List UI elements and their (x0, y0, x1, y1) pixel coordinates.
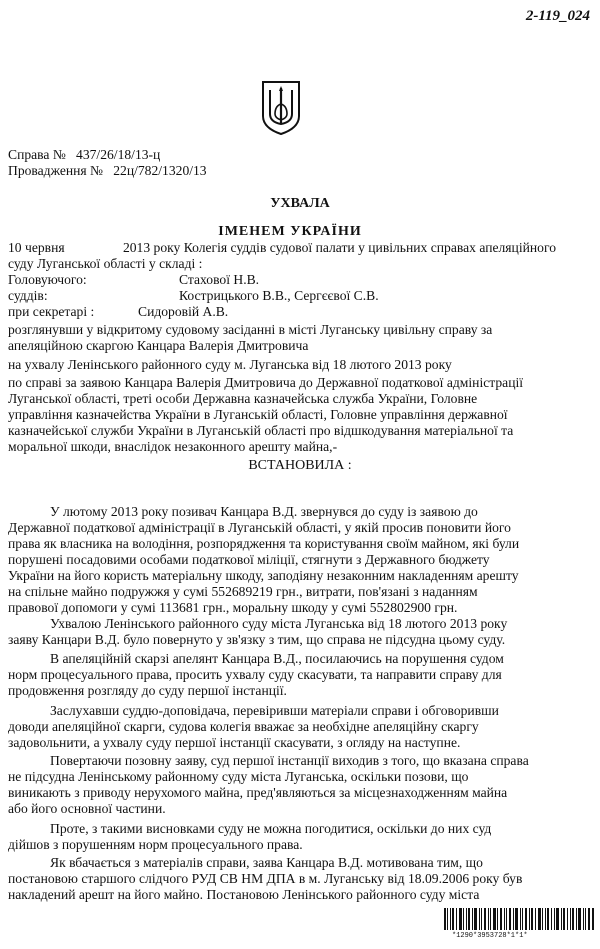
chair-value: Стахової Н.В. (179, 272, 260, 287)
secretary-value: Сидоровій А.В. (138, 304, 229, 319)
body-line: У лютому 2013 року позивач Канцара В.Д. звернувся до суду із заявою до (50, 504, 478, 519)
body-line: доводи апеляційної скарги, судова колегія вважає за необхідне апеляційну скаргу (8, 719, 479, 734)
body-line: або його основної частини. (8, 801, 166, 816)
barcode-icon (444, 908, 594, 930)
body-line: на спільне майно подружжя у сумі 552689219 грн., витрати, пов'язані з наданням (8, 584, 478, 599)
intro-text-line: казначейської служби України в Луганській області про відшкодування матеріальної та (8, 423, 514, 438)
document-id: 2-119_024 (525, 8, 590, 24)
body-line: правової допомоги у сумі 113681 грн., моральну шкоду у сумі 552802900 грн. (8, 600, 458, 615)
proceeding-label: Провадження № (8, 163, 104, 178)
chair-label: Головуючого: (8, 272, 87, 287)
body-line: Як вбачається з матеріалів справи, заява Канцара В.Д. мотивована тим, що (50, 855, 483, 870)
body-line: В апеляційній скарзі апелянт Канцара В.Д., посилаючись на порушення судом (50, 651, 504, 666)
document-subtitle: ІМЕНЕМ УКРАЇНИ (218, 224, 362, 239)
intro-text-line: апеляційною скаргою Канцара Валерія Дмитровича (8, 338, 309, 353)
body-line: Проте, з такими висновками суду не можна погодитися, оскільки до них суд (50, 821, 492, 836)
body-line: Заслухавши суддю-доповідача, перевіривши матеріали справи і обговоривши (50, 703, 499, 718)
body-line: дійшов з порушенням норм процесуального права. (8, 837, 303, 852)
intro-line-1 (8, 240, 556, 256)
proceeding-number: 22ц/782/1320/13 (113, 163, 207, 178)
secretary-label: при секретарі : (8, 304, 95, 319)
body-line: виникають з приводу нерухомого майна, пред'являються за місцезнаходженням майна (8, 785, 508, 800)
secretary-line (8, 304, 556, 320)
judges-value: Кострицького В.В., Сергєєвої С.В. (179, 288, 379, 303)
intro-text-line: по справі за заявою Канцара Валерія Дмитровича до Державної податкової адміністрації (8, 375, 524, 390)
coat-of-arms-icon (261, 80, 301, 136)
body-line: не підсудна Ленінському районному суду міста Луганська, оскільки позови, що (8, 769, 469, 784)
body-line: Ухвалою Ленінського районного суду міста Луганська від 18 лютого 2013 року (50, 616, 508, 631)
body-line: постановою старшого слідчого РУД СВ НМ ДПА в м. Луганську від 18.09.2006 року був (8, 871, 523, 886)
chair-line (8, 272, 556, 288)
intro-text-line: Луганської області, треті особи Державна казначейська служба України, Головне (8, 391, 478, 406)
hearing-date: 10 червня (8, 240, 65, 255)
body-line: накладений арешт на його майно. Постановою Ленінського районного суду міста (8, 887, 480, 902)
intro-line-1-text: 2013 року Колегія суддів судової палати у цивільних справах апеляційного (122, 240, 556, 255)
body-line: порушені посадовими особами податкової міліції, стягнути з Державного бюджету (8, 552, 490, 567)
body-line: права як власника на володіння, розпорядження та користування своїм майном, які були (8, 536, 520, 551)
judges-label: суддів: (8, 288, 48, 303)
case-number: 437/26/18/13-ц (76, 147, 161, 162)
body-line: норм процесуального права, просить ухвалу суду скасувати, та направити справу для (8, 667, 502, 682)
document-title: УХВАЛА (270, 196, 330, 211)
judges-line (8, 288, 556, 304)
case-number-line (8, 147, 556, 163)
intro-text-line: моральної шкоди, внаслідок незаконного арешту майна,- (8, 439, 338, 454)
intro-text-line: управління казначейства України в Луганській області, Головне управління державної (8, 407, 508, 422)
intro-line-2: суду Луганської області у складі : (8, 256, 203, 271)
body-line: продовження розгляду до суду першої інстанції. (8, 683, 287, 698)
barcode-number: *1290*3953728*1*1* (452, 932, 528, 940)
body-line: задовольнити, а ухвалу суду першої інстанції скасувати, з огляду на наступне. (8, 735, 461, 750)
proceeding-number-line (8, 163, 556, 179)
body-line: Державної податкової адміністрації в Луганській області, у якій просив поновити його (8, 520, 511, 535)
body-line: заяву Канцари В.Д. було повернуто у зв'язку з тим, що справа не підсудна цьому суду. (8, 632, 506, 647)
intro-text-line: на ухвалу Ленінського районного суду м. Луганська від 18 лютого 2013 року (8, 357, 452, 372)
established-heading: ВСТАНОВИЛА : (248, 458, 352, 473)
body-line: України на його користь матеріальну шкоду, заподіяну незаконним накладенням арешту (8, 568, 519, 583)
intro-text-line: розглянувши у відкритому судовому засіданні в місті Луганську цивільну справу за (8, 322, 493, 337)
case-label: Справа № (8, 147, 66, 162)
body-line: Повертаючи позовну заяву, суд першої інстанції виходив з того, що вказана справа (50, 753, 529, 768)
